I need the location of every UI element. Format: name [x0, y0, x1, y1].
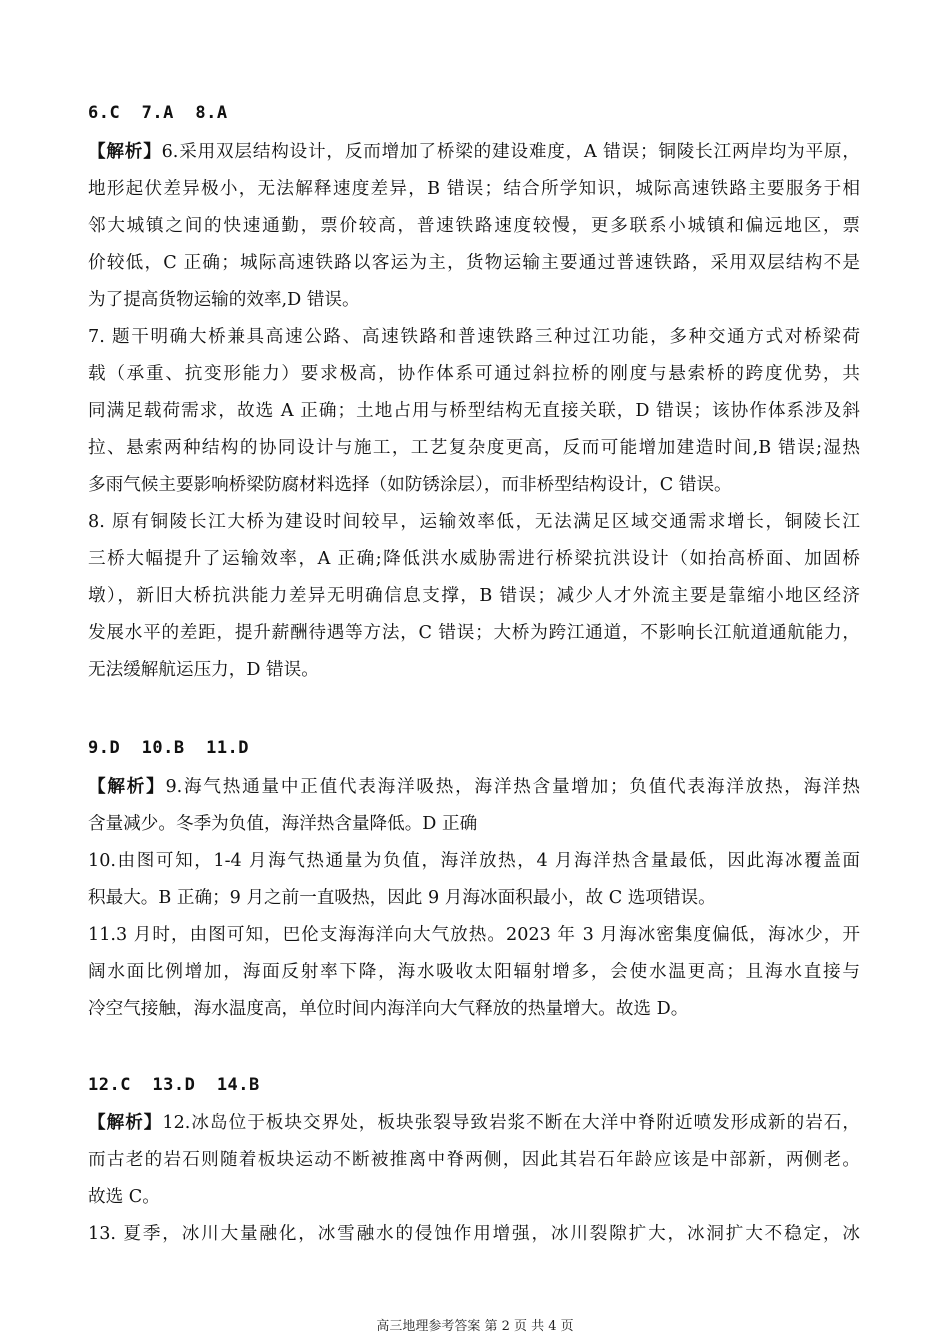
- explanation-line: 为了提高货物运输的效率,D 错误。: [88, 290, 360, 310]
- analysis-tag: 【解析】: [88, 141, 162, 162]
- explanation-line: 载（承重、抗变形能力）要求极高，协作体系可通过斜拉桥的刚度与悬索桥的跨度优势，共: [88, 364, 860, 384]
- explanation-line: 三桥大幅提升了运输效率，A 正确;降低洪水威胁需进行桥梁抗洪设计（如抬高桥面、加固桥: [88, 549, 860, 569]
- explanation-line: 无法缓解航运压力，D 错误。: [88, 660, 319, 680]
- explanation-line: 8. 原有铜陵长江大桥为建设时间较早，运输效率低，无法满足区域交通需求增长，铜陵长江: [88, 512, 860, 532]
- answer-key-9-11: 9.D 10.B 11.D: [88, 738, 250, 758]
- explanation-line: 拉、悬索两种结构的协同设计与施工，工艺复杂度更高，反而可能增加建造时间,B 错误;湿热: [88, 438, 860, 458]
- explanation-line: 墩），新旧大桥抗洪能力差异无明确信息支撑，B 错误；减少人才外流主要是靠缩小地区经济: [88, 586, 860, 606]
- explanation-line: 积最大。B 正确；9 月之前一直吸热，因此 9 月海冰面积最小，故 C 选项错误。: [88, 888, 716, 908]
- explanation-line: 发展水平的差距，提升薪酬待遇等方法，C 错误；大桥为跨江通道，不影响长江航道通航能力，: [88, 623, 860, 643]
- explanation-line: 而古老的岩石则随着板块运动不断被推离中脊两侧，因此其岩石年龄应该是中部新，两侧老。: [88, 1150, 860, 1170]
- answer-key-6-8: 6.C 7.A 8.A: [88, 103, 228, 123]
- explanation-line: 故选 C。: [88, 1187, 160, 1207]
- analysis-tag: 【解析】: [88, 776, 166, 797]
- analysis-tag: 【解析】: [88, 1112, 163, 1133]
- explanation-line: 10.由图可知，1-4 月海气热通量为负值，海洋放热，4 月海洋热含量最低，因此海冰覆盖面: [88, 851, 860, 871]
- page-footer: 高三地理参考答案 第 2 页 共 4 页: [376, 1319, 574, 1334]
- explanation-line: 同满足载荷需求，故选 A 正确；土地占用与桥型结构无直接关联，D 错误；该协作体系涉及斜: [88, 401, 860, 421]
- explanation-line: 多雨气候主要影响桥梁防腐材料选择（如防锈涂层），而非桥型结构设计，C 错误。: [88, 475, 732, 495]
- explanation-line: 冷空气接触，海水温度高，单位时间内海洋向大气释放的热量增大。故选 D。: [88, 999, 689, 1019]
- answer-key-12-14: 12.C 13.D 14.B: [88, 1075, 260, 1095]
- explanation-line: 价较低，C 正确；城际高速铁路以客运为主，货物运输主要通过普速铁路，采用双层结构不是: [88, 253, 860, 273]
- explanation-line: 地形起伏差异极小，无法解释速度差异，B 错误；结合所学知识，城际高速铁路主要服务于相: [88, 179, 860, 199]
- explanation-line: 13. 夏季，冰川大量融化，冰雪融水的侵蚀作用增强，冰川裂隙扩大，冰洞扩大不稳定，冰: [88, 1224, 860, 1244]
- explanation-line: 含量减少。冬季为负值，海洋热含量降低。D 正确: [88, 814, 478, 834]
- explanation-line: 11.3 月时，由图可知，巴伦支海海洋向大气放热。2023 年 3 月海冰密集度偏低，海冰少，开: [88, 925, 860, 945]
- explanation-line: 7. 题干明确大桥兼具高速公路、高速铁路和普速铁路三种过江功能，多种交通方式对桥梁荷: [88, 327, 860, 347]
- explanation-line: 【解析】9.海气热通量中正值代表海洋吸热，海洋热含量增加；负值代表海洋放热，海洋热: [88, 776, 860, 797]
- explanation-line: 阔水面比例增加，海面反射率下降，海水吸收太阳辐射增多，会使水温更高；且海水直接与: [88, 962, 860, 982]
- explanation-line: 【解析】12.冰岛位于板块交界处，板块张裂导致岩浆不断在大洋中脊附近喷发形成新的岩石，: [88, 1112, 860, 1133]
- explanation-line: 邻大城镇之间的快速通勤，票价较高，普速铁路速度较慢，更多联系小城镇和偏远地区，票: [88, 216, 860, 236]
- explanation-line: 【解析】6.采用双层结构设计，反而增加了桥梁的建设难度，A 错误；铜陵长江两岸均为平原，: [88, 141, 860, 162]
